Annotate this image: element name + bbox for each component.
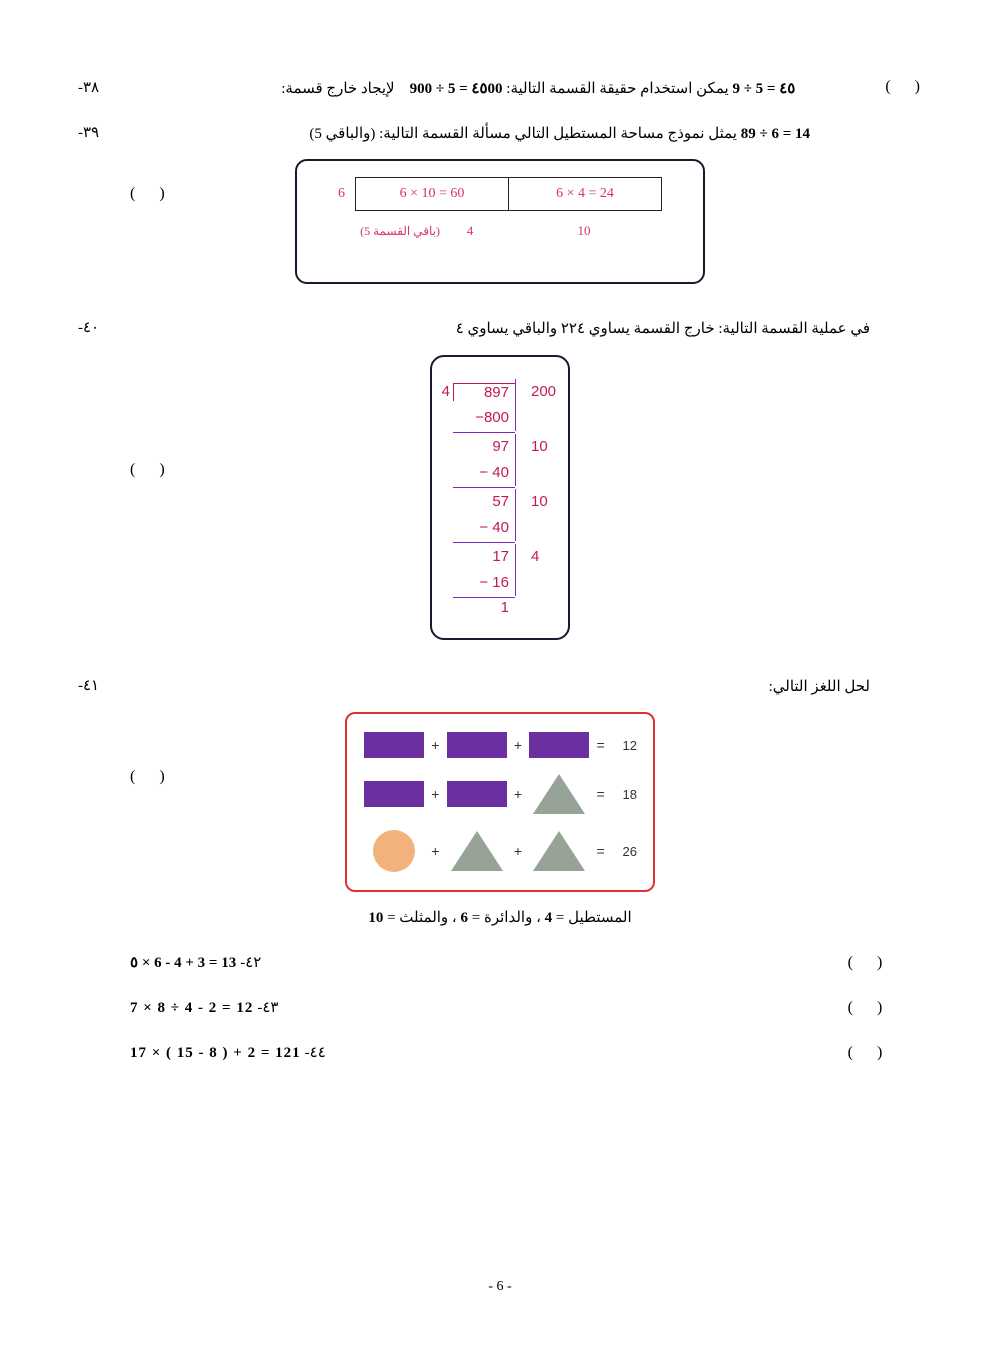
question-41-number: ٤١- <box>78 677 100 694</box>
division-vertical-bar-5 <box>515 489 523 515</box>
division-remainder: 1 <box>500 598 509 616</box>
puzzle-shape-triangle-3 <box>528 831 590 871</box>
answer-paren-44[interactable]: ( ) <box>847 1043 893 1061</box>
question-42-expression: ٥ × 6 - 4 + 3 = 13 <box>130 955 237 971</box>
puzzle-value-1: 12 <box>622 737 637 753</box>
division-vertical-bar-6 <box>515 515 523 541</box>
puzzle-shape-triangle-1 <box>528 774 590 814</box>
rect-area-model <box>295 159 705 284</box>
answer-paren-42[interactable]: ( ) <box>847 953 893 971</box>
question-44-number: ٤٤- <box>304 1045 326 1061</box>
puzzle-op-3b: + <box>513 843 523 859</box>
puzzle-shape-rect-1 <box>363 732 425 758</box>
division-vertical-bar-4 <box>515 460 523 486</box>
division-quotient-part-4: 4 <box>531 548 540 565</box>
q38-text-before: لإيجاد خارج قسمة: <box>281 81 395 97</box>
puzzle-shape-circle-1 <box>363 830 425 872</box>
question-40-number: ٤٠- <box>78 320 100 336</box>
division-vertical-bar <box>515 379 523 405</box>
puzzle-figure-wrap <box>70 698 930 892</box>
division-rule-4 <box>453 597 515 598</box>
puzzle-answer-circle-label: ، والدائرة = <box>471 910 541 926</box>
q39-text-body: يمثل نموذج مساحة المستطيل التالي مسألة القسمة التالية: (والباقي 5) <box>309 125 737 142</box>
answer-paren-39[interactable]: ( ) <box>130 185 175 202</box>
puzzle-shape-triangle-2 <box>446 831 508 871</box>
question-44 <box>70 1043 930 1062</box>
rect-model-figure-wrap <box>70 145 930 284</box>
q38-main-expr: 900 ÷ 5 = <box>409 81 468 97</box>
question-42-number: ٤٢- <box>240 955 262 971</box>
rect-model-boxes <box>355 177 662 211</box>
division-vertical-bar-7 <box>515 544 523 570</box>
puzzle-answer-line <box>70 908 930 927</box>
division-step-3: − 40 <box>479 464 509 481</box>
rect-model-row-top <box>311 177 689 211</box>
question-44-expression: 17 × ( 15 - 8 ) + 2 = 121 <box>130 1045 301 1061</box>
q38-main-value: ٤٥00 <box>471 81 503 97</box>
division-quotient-part-2: 10 <box>531 438 548 455</box>
puzzle-shape-rect-4 <box>363 781 425 807</box>
puzzle-row-1 <box>363 732 637 758</box>
q38-text-mid: يمكن استخدام حقيقة القسمة التالية: <box>506 81 729 97</box>
division-quotient-part-3: 10 <box>531 493 548 510</box>
rect-model-under-1: 10 <box>577 223 591 238</box>
puzzle-shape-rect-2 <box>446 732 508 758</box>
puzzle-op-1b: + <box>513 737 523 753</box>
puzzle-op-2a: + <box>431 786 440 802</box>
puzzle-equals-1: = <box>596 737 605 753</box>
page-footer: - 6 - <box>488 1279 512 1294</box>
division-step-7: − 16 <box>479 574 509 591</box>
puzzle-op-1a: + <box>431 737 440 753</box>
division-quotient-part-1: 200 <box>531 383 557 400</box>
question-41-text: لحل اللغز التالي: <box>768 678 870 695</box>
question-43-expression: 7 × 8 ÷ 4 - 2 = 12 <box>130 1000 254 1016</box>
question-40-text: في عملية القسمة التالية: خارج القسمة يساوي ٢٢٤ والباقي يساوي ٤ <box>455 321 870 337</box>
question-44-body <box>70 1043 810 1062</box>
puzzle-equals-3: = <box>596 843 605 859</box>
division-vertical-bar-2 <box>515 405 523 431</box>
division-vertical-bar-3 <box>515 434 523 460</box>
division-step-5: − 40 <box>479 519 509 536</box>
question-38 <box>70 78 930 101</box>
puzzle-op-3a: + <box>431 843 440 859</box>
question-43-number: ٤٣- <box>257 1000 279 1016</box>
question-43-body <box>70 998 810 1017</box>
puzzle-value-2: 18 <box>622 786 637 802</box>
rect-model-remainder-label: (باقي القسمة 5) <box>360 223 440 238</box>
q39-expr: 89 ÷ 6 = 14 <box>740 125 810 142</box>
puzzle-shape-rect-3 <box>528 732 590 758</box>
puzzle-answer-rect-label: المستطيل = <box>555 910 632 926</box>
division-divisor: 4 <box>441 383 450 400</box>
long-division <box>437 379 563 638</box>
division-rule-3 <box>453 542 515 543</box>
puzzle-value-3: 26 <box>622 843 637 859</box>
long-division-grid <box>437 379 563 616</box>
puzzle-answer-rect-value: 4 <box>544 910 553 926</box>
rect-model-row-bottom <box>311 223 689 239</box>
rect-model-cell-2: 6 × 4 = 24 <box>508 178 661 210</box>
question-42 <box>70 953 930 972</box>
rect-model-under-2: 4 <box>466 223 474 238</box>
rect-model-left-label: 6 <box>338 186 345 201</box>
puzzle-shape-rect-5 <box>446 781 508 807</box>
shape-puzzle-card <box>345 712 655 892</box>
division-step-2: 97 <box>492 438 509 455</box>
question-38-number: ٣٨- <box>78 80 100 96</box>
question-39-text <box>99 123 930 146</box>
division-step-4: 57 <box>492 493 509 510</box>
long-division-card <box>430 355 570 640</box>
answer-paren-40[interactable]: ( ) <box>130 460 175 478</box>
q38-fact-expr: 9 ÷ 5 = <box>732 81 776 97</box>
puzzle-answer-tri-value: 10 <box>368 910 384 926</box>
question-41 <box>70 676 930 699</box>
puzzle-equals-2: = <box>596 786 605 802</box>
question-38-text <box>99 78 885 101</box>
puzzle-answer-circle-value: 6 <box>460 910 469 926</box>
puzzle-row-2 <box>363 774 637 814</box>
division-rule-2 <box>453 487 515 488</box>
answer-paren-41[interactable]: ( ) <box>130 768 175 785</box>
rect-model-cell-1: 6 × 10 = 60 <box>399 186 465 201</box>
question-43 <box>70 998 930 1017</box>
division-step-6: 17 <box>492 548 509 565</box>
question-42-body <box>70 953 810 972</box>
question-39-number: ٣٩- <box>78 124 100 141</box>
puzzle-answer-tri-label: ، والمثلث = <box>387 910 457 926</box>
question-40 <box>70 318 930 341</box>
division-dividend: 897 <box>453 383 515 401</box>
puzzle-row-3 <box>363 830 637 872</box>
division-step-1: −800 <box>475 409 509 426</box>
answer-paren-43[interactable]: ( ) <box>847 998 893 1016</box>
q38-fact-value: ٤٥ <box>779 81 796 97</box>
puzzle-op-2b: + <box>513 786 523 802</box>
division-rule-1 <box>453 432 515 433</box>
division-vertical-bar-8 <box>515 570 523 596</box>
question-39 <box>70 123 930 146</box>
answer-paren-38[interactable]: ( ) <box>885 78 930 95</box>
long-division-figure-wrap <box>70 341 930 640</box>
